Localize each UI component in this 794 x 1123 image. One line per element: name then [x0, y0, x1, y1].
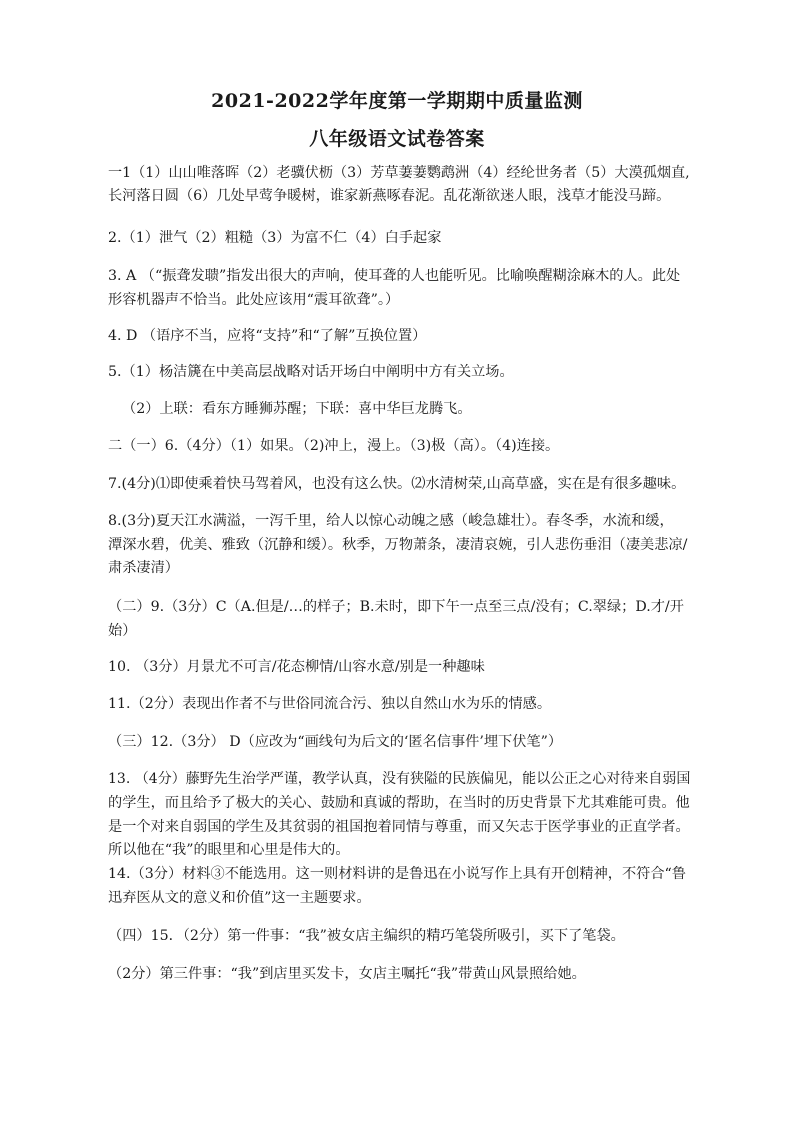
answer-line-6: 二（一）6.（4分）（1）如果。（2)冲上，漫上。（3)极（高）。（4)连接。 — [108, 438, 560, 454]
answer-line-5-2: （2）上联：看东方睡狮苏醒；下联：喜中华巨龙腾飞。 — [122, 401, 472, 417]
answer-line-13-3: 是一个对来自弱国的学生及其贫弱的祖国抱着同情与尊重，而又矢志于医学事业的正直学者。 — [108, 819, 690, 835]
answer-line-13-2: 的学生，而且给予了极大的关心、鼓励和真诚的帮助，在当时的历史背景下尤其难能可贵。他 — [108, 795, 690, 811]
answer-line-13-4: 所以他在“我”的眼里和心里是伟大的。 — [108, 842, 350, 858]
answer-line-7: 7.(4分)⑴即使乘着快马驾着风，也没有这么快。⑵水清树荣,山高草盛，实在是有很多趣味。 — [108, 476, 686, 492]
answer-line-14-1: 14.（3分）材料③不能选用。这一则材料讲的是鲁迅在小说写作上具有开创精神，不符合“鲁 — [108, 866, 686, 882]
answer-line-15-2: （2分）第三件事：“我”到店里买发卡，女店主嘱托“我”带黄山风景照给她。 — [108, 966, 586, 982]
answer-line-14-2: 迅弃医从文的意义和价值”这一主题要求。 — [108, 890, 371, 906]
answer-line-9-2: 始） — [108, 623, 137, 639]
answer-line-3-1: 3. A （“振聋发聩”指发出很大的声响，使耳聋的人也能听见。比喻唤醒糊涂麻木的人。此处 — [108, 268, 681, 284]
answer-line-2: 2.（1）泄气（2）粗糙（3）为富不仁（4）白手起家 — [108, 230, 442, 246]
document-subtitle: 八年级语文试卷答案 — [309, 128, 485, 150]
answer-line-12: （三）12.（3分） D（应改为“画线句为后文的‘匿名信事件’埋下伏笔”） — [108, 734, 563, 750]
answer-line-5-1: 5.（1）杨洁篪在中美高层战略对话开场白中阐明中方有关立场。 — [108, 364, 514, 380]
answer-line-4: 4. D （语序不当，应将“支持”和“了解”互换位置） — [108, 328, 427, 344]
answer-line-13-1: 13. （4分）藤野先生治学严谨，教学认真，没有狭隘的民族偏见，能以公正之心对待来自弱国 — [108, 771, 691, 787]
answer-line-8-3: 肃杀凄清） — [108, 560, 179, 576]
answer-line-1-1: 一1（1）山山唯落晖（2）老骥伏枥（3）芳草萋萋鹦鹉洲（4）经纶世务者（5）大漠孤烟直, — [108, 165, 690, 181]
answer-line-8-2: 潭深水碧，优美、雅致（沉静和缓）。秋季，万物萧条，凄清哀婉，引人悲伤垂泪（凄美悲凉/ — [108, 537, 688, 553]
answer-line-10: 10. （3分）月景尤不可言/花态柳情/山容水意/别是一种趣味 — [108, 659, 485, 675]
answer-line-11: 11.（2分）表现出作者不与世俗同流合污、独以自然山水为乐的情感。 — [108, 696, 552, 712]
answer-line-3-2: 形容机器声不恰当。此处应该用“震耳欲聋”。） — [108, 292, 400, 308]
document-title: 2021-2022学年度第一学期期中质量监测 — [211, 90, 583, 112]
answer-line-9-1: （二）9.（3分）C（A.但是/…的样子；B.未时，即下午一点至三点/没有；C.翠绿；D.才/开 — [108, 599, 684, 615]
answer-line-15-1: （四）15．（2分）第一件事：“我”被女店主编织的精巧笔袋所吸引，买下了笔袋。 — [108, 928, 625, 944]
answer-line-8-1: 8.(3分)夏天江水满溢，一泻千里，给人以惊心动魄之感（峻急雄壮）。春冬季，水流和缓， — [108, 513, 674, 529]
answer-line-1-2: 长河落日圆（6）几处早莺争暖树，谁家新燕啄春泥。乱花渐欲迷人眼，浅草才能没马蹄。 — [108, 188, 671, 204]
